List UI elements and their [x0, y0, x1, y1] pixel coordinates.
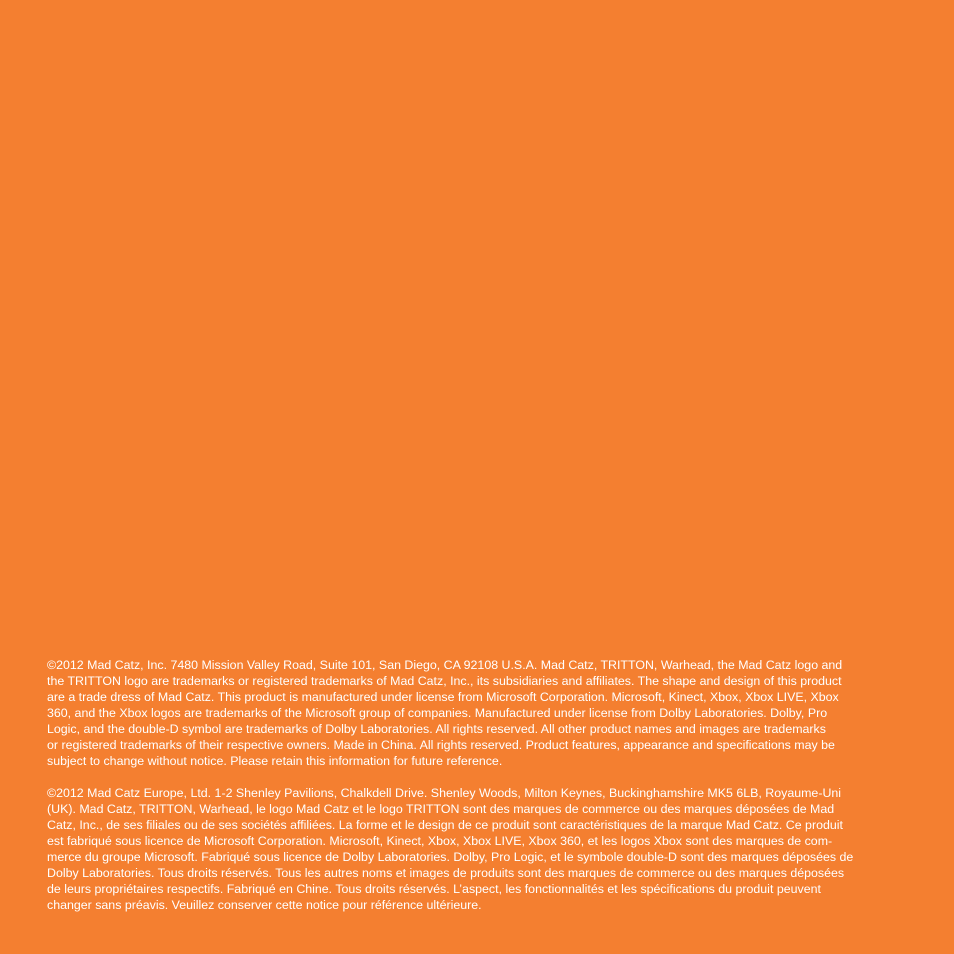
legal-line: or registered trademarks of their respective owners. Made in China. All rights reserved. Product features, appearance and specifications may be — [47, 738, 835, 752]
legal-line: changer sans préavis. Veuillez conserver cette notice pour référence ultérieure. — [47, 898, 482, 912]
legal-paragraph-french — [47, 785, 913, 913]
legal-notice — [47, 657, 913, 913]
legal-line: merce du groupe Microsoft. Fabriqué sous licence de Dolby Laboratories. Dolby, Pro Logic, et le symbole double-D sont des marques déposées de — [47, 850, 854, 864]
legal-paragraph-english — [47, 657, 913, 769]
legal-line: Logic, and the double-D symbol are trademarks of Dolby Laboratories. All rights reserved. All other product names and images are trademarks — [47, 722, 826, 736]
legal-line: subject to change without notice. Please retain this information for future reference. — [47, 754, 503, 768]
legal-line: (UK). Mad Catz, TRITTON, Warhead, le logo Mad Catz et le logo TRITTON sont des marques de commerce ou des marques déposées de Mad — [47, 802, 835, 816]
legal-line: de leurs propriétaires respectifs. Fabriqué en Chine. Tous droits réservés. L’aspect, les fonctionnalités et les spécifications du produit peuvent — [47, 882, 821, 896]
legal-line: Catz, Inc., de ses filiales ou de ses sociétés affiliées. La forme et le design de ce produit sont caractéristiques de la marque Mad Catz. Ce produit — [47, 818, 843, 832]
legal-line: 360, and the Xbox logos are trademarks of the Microsoft group of companies. Manufactured under license from Dolby Laboratories. Dolby, Pro — [47, 706, 828, 720]
legal-line: Dolby Laboratories. Tous droits réservés. Tous les autres noms et images de produits sont des marques de commerce ou des marques déposées — [47, 866, 845, 880]
legal-line: the TRITTON logo are trademarks or registered trademarks of Mad Catz, Inc., its subsidiaries and affiliates. The shape and design of this product — [47, 674, 842, 688]
legal-line: are a trade dress of Mad Catz. This product is manufactured under license from Microsoft Corporation. Microsoft, Kinect, Xbox, Xbox LIVE, Xbox — [47, 690, 839, 704]
legal-line: ©2012 Mad Catz Europe, Ltd. 1-2 Shenley Pavilions, Chalkdell Drive. Shenley Woods, Milton Keynes, Buckinghamshire MK5 6LB, Royaume-Uni — [47, 786, 842, 800]
legal-line: est fabriqué sous licence de Microsoft Corporation. Microsoft, Kinect, Xbox, Xbox LIVE, Xbox 360, et les logos Xbox sont des marques de com- — [47, 834, 833, 848]
legal-line: ©2012 Mad Catz, Inc. 7480 Mission Valley Road, Suite 101, San Diego, CA 92108 U.S.A. Mad Catz, TRITTON, Warhead, the Mad Catz logo and — [47, 658, 843, 672]
